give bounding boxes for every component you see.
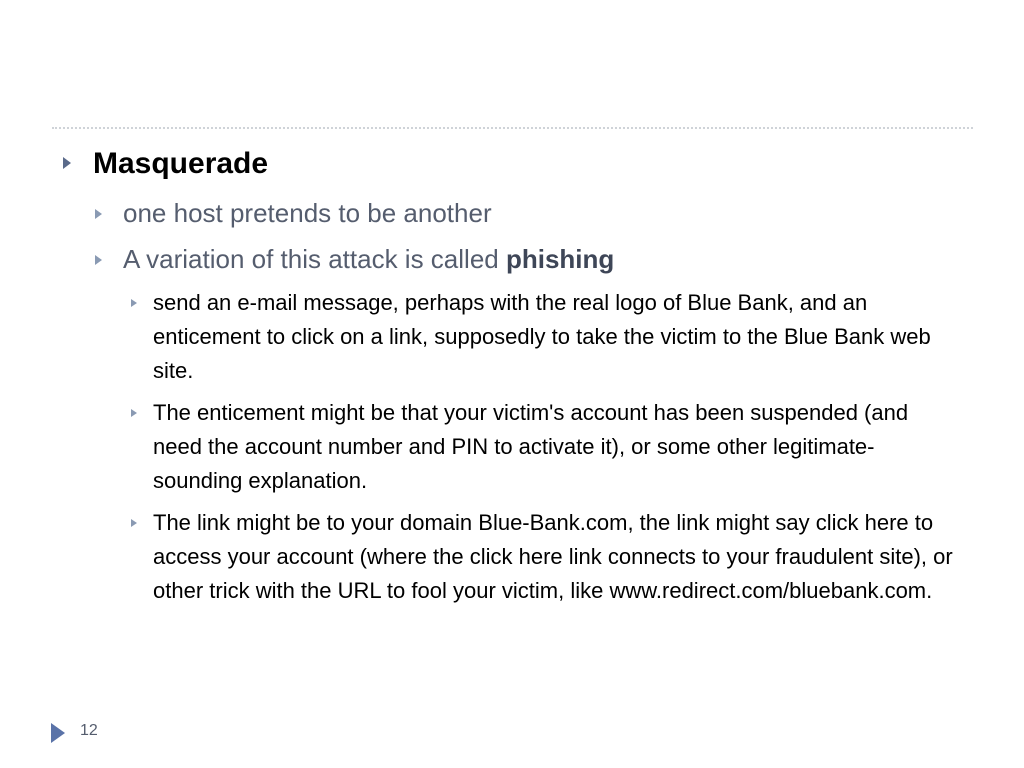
bullet-arrow-icon (131, 299, 137, 307)
bullet-arrow-icon (131, 409, 137, 417)
detail-link-trick: The link might be to your domain Blue-Bank.com, the link might say click here to access your account (where the click here link connects to your fraudulent site), or other trick with the URL to fool your victim, like www.redirect.com/bluebank.com. (153, 510, 953, 603)
heading-masquerade: Masquerade (93, 147, 269, 180)
phishing-term: phishing (505, 244, 615, 274)
page-number: 12 (80, 722, 98, 739)
detail-email-message: send an e-mail message, perhaps with the real logo of Blue Bank, and an enticement to click on a link, supposedly to take the victim to the Blue Bank web site. (153, 290, 931, 383)
bullet-arrow-icon (131, 519, 137, 527)
bullet-arrow-icon (95, 255, 102, 265)
detail-enticement: The enticement might be that your victim's account has been suspended (and need the account number and PIN to activate it), or some other legitimate-sounding explanation. (153, 400, 909, 493)
footer-arrow-icon (51, 723, 65, 743)
phishing-intro-text: A variation of this attack is called (123, 244, 506, 274)
bullet-arrow-icon (95, 209, 102, 219)
sub-item-phishing (123, 244, 614, 275)
sub-item-host-pretends: one host pretends to be another (123, 198, 492, 228)
title-divider (52, 127, 973, 129)
bullet-arrow-icon (63, 157, 71, 169)
